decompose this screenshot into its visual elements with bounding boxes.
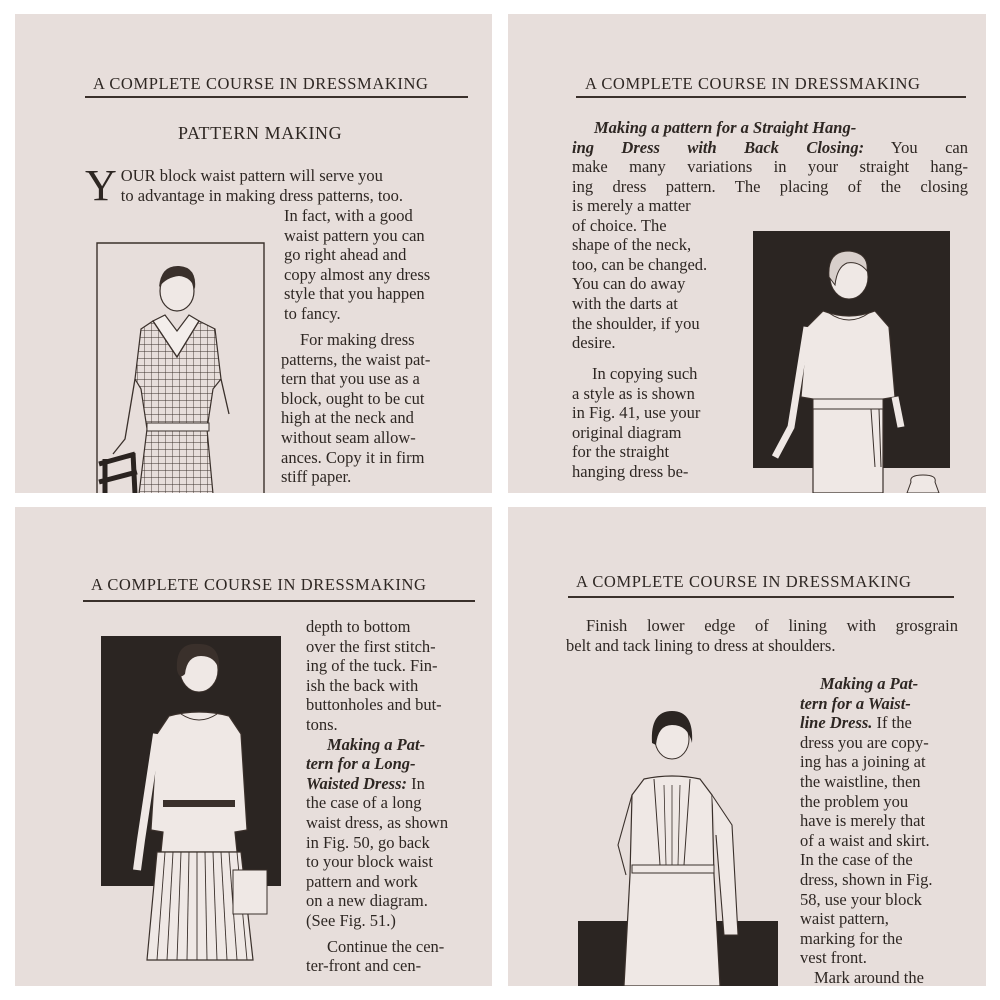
intro-paragraph (85, 161, 470, 210)
text-line: ing dress pattern. The placing of the closing (572, 176, 968, 196)
text-line: the shoulder, if you (572, 313, 700, 333)
text-line: with the darts at (572, 293, 678, 313)
paragraph (566, 616, 958, 655)
running-header: A COMPLETE COURSE IN DRESSMAKING (576, 572, 912, 591)
section-title: PATTERN MAKING (178, 123, 343, 143)
text-line: block, ought to be cut (281, 388, 425, 408)
paragraph (281, 330, 467, 487)
paragraph (572, 118, 968, 196)
text-line: in Fig. 50, go back (306, 832, 430, 852)
text-line: 58, use your block (800, 889, 922, 909)
text-line: have is merely that (800, 811, 926, 831)
column-text (572, 196, 732, 353)
text-line: ish the back with (306, 675, 419, 695)
text-line: the problem you (800, 791, 909, 811)
text-line: dress you are copy- (800, 732, 929, 752)
column-text (800, 674, 958, 986)
intro-line: to advantage in making dress patterns, too. (120, 185, 404, 205)
text-line: You can do away (572, 274, 686, 294)
text-line: tern that you use as a (281, 369, 420, 389)
page-panel-straight-hanging-dress (508, 14, 986, 493)
section-heading: tern for a Waist- (800, 693, 911, 713)
text-line: waist dress, as shown (306, 812, 449, 832)
page-panel-pattern-making (15, 14, 492, 493)
text-line: too, can be changed. (572, 254, 708, 274)
text-line: ing has a joining at (800, 752, 926, 772)
text-line: stiff paper. (281, 467, 352, 487)
text-line: of a waist and skirt. (800, 830, 930, 850)
waistline-dress-illustration-icon (574, 705, 788, 986)
page-panel-long-waisted-dress (15, 507, 492, 986)
text-line: buttonholes and but- (306, 695, 442, 715)
section-heading: line Dress. (800, 713, 873, 733)
long-waisted-dress-illustration-icon (97, 630, 285, 976)
text-line: In (411, 773, 425, 793)
section-heading: tern for a Long- (306, 754, 416, 774)
text-line: desire. (572, 333, 616, 353)
text-line: waist pattern, (800, 909, 889, 929)
column-text (306, 617, 476, 976)
column-text (284, 206, 467, 324)
text-line: tons. (306, 714, 338, 734)
text-line: on a new diagram. (306, 891, 428, 911)
intro-line: OUR block waist pattern will serve you (120, 166, 383, 185)
checked-dress-illustration-icon (95, 239, 267, 493)
page-panel-waistline-dress (508, 507, 986, 986)
paragraph (572, 364, 732, 482)
text-line: In fact, with a good (284, 206, 413, 225)
text-line: the case of a long (306, 793, 422, 813)
text-line: without seam allow- (281, 427, 416, 447)
text-line: to fancy. (284, 303, 341, 323)
text-line: in Fig. 41, use your (572, 403, 701, 423)
text-line: depth to bottom (306, 617, 411, 636)
text-line: to your block waist (306, 852, 433, 872)
text-line: (See Fig. 51.) (306, 910, 396, 930)
text-line: ances. Copy it in firm (281, 447, 425, 467)
text-line: for the straight (572, 442, 670, 462)
text-line: waist pattern you can (284, 225, 425, 245)
header-rule (568, 596, 954, 598)
text-line: If the (876, 713, 912, 733)
section-heading: Making a Pat- (327, 734, 426, 754)
section-heading: Making a Pat- (820, 674, 919, 693)
text-line: high at the neck and (281, 408, 414, 428)
text-line: pattern and work (306, 871, 418, 891)
text-line: go right ahead and (284, 245, 407, 265)
text-line: copy almost any dress (284, 264, 431, 284)
drop-cap: Y (85, 161, 117, 210)
text-line: of choice. The (572, 215, 667, 235)
header-rule (83, 600, 475, 602)
text-line: patterns, the waist pat- (281, 349, 431, 369)
text-line: Finish lower edge of lining with grosgrain (586, 616, 958, 635)
text-line: belt and tack lining to dress at shoulders. (566, 635, 836, 655)
text-line: You can (890, 137, 968, 157)
text-line: make many variations in your straight hang- (572, 157, 968, 177)
section-heading: Waisted Dress: (306, 773, 407, 793)
header-rule (85, 96, 468, 98)
text-line: For making dress (300, 330, 415, 349)
running-header: A COMPLETE COURSE IN DRESSMAKING (93, 74, 429, 93)
text-line: In the case of the (800, 850, 913, 870)
section-heading: ing Dress with Back Closing: (572, 137, 865, 157)
text-line: ter-front and cen- (306, 956, 422, 976)
text-line: marking for the (800, 928, 903, 948)
text-line: hanging dress be- (572, 461, 689, 481)
running-header: A COMPLETE COURSE IN DRESSMAKING (91, 575, 427, 594)
text-line: the waistline, then (800, 771, 921, 791)
running-header: A COMPLETE COURSE IN DRESSMAKING (585, 74, 921, 93)
text-line: vest front. (800, 948, 867, 968)
text-line: a style as is shown (572, 383, 695, 403)
text-line: In copying such (592, 364, 698, 383)
straight-hanging-dress-illustration-icon (751, 227, 956, 493)
text-line: Mark around the (814, 967, 924, 986)
text-line: original diagram (572, 422, 682, 442)
text-line: ing of the tuck. Fin- (306, 656, 438, 676)
text-line: is merely a matter (572, 196, 691, 215)
text-line: Continue the cen- (327, 936, 445, 956)
section-heading: Making a pattern for a Straight Hang- (594, 118, 857, 137)
text-line: over the first stitch- (306, 636, 436, 656)
text-line: style that you happen (284, 284, 425, 304)
text-line: shape of the neck, (572, 235, 692, 255)
text-line: dress, shown in Fig. (800, 869, 933, 889)
header-rule (576, 96, 966, 98)
